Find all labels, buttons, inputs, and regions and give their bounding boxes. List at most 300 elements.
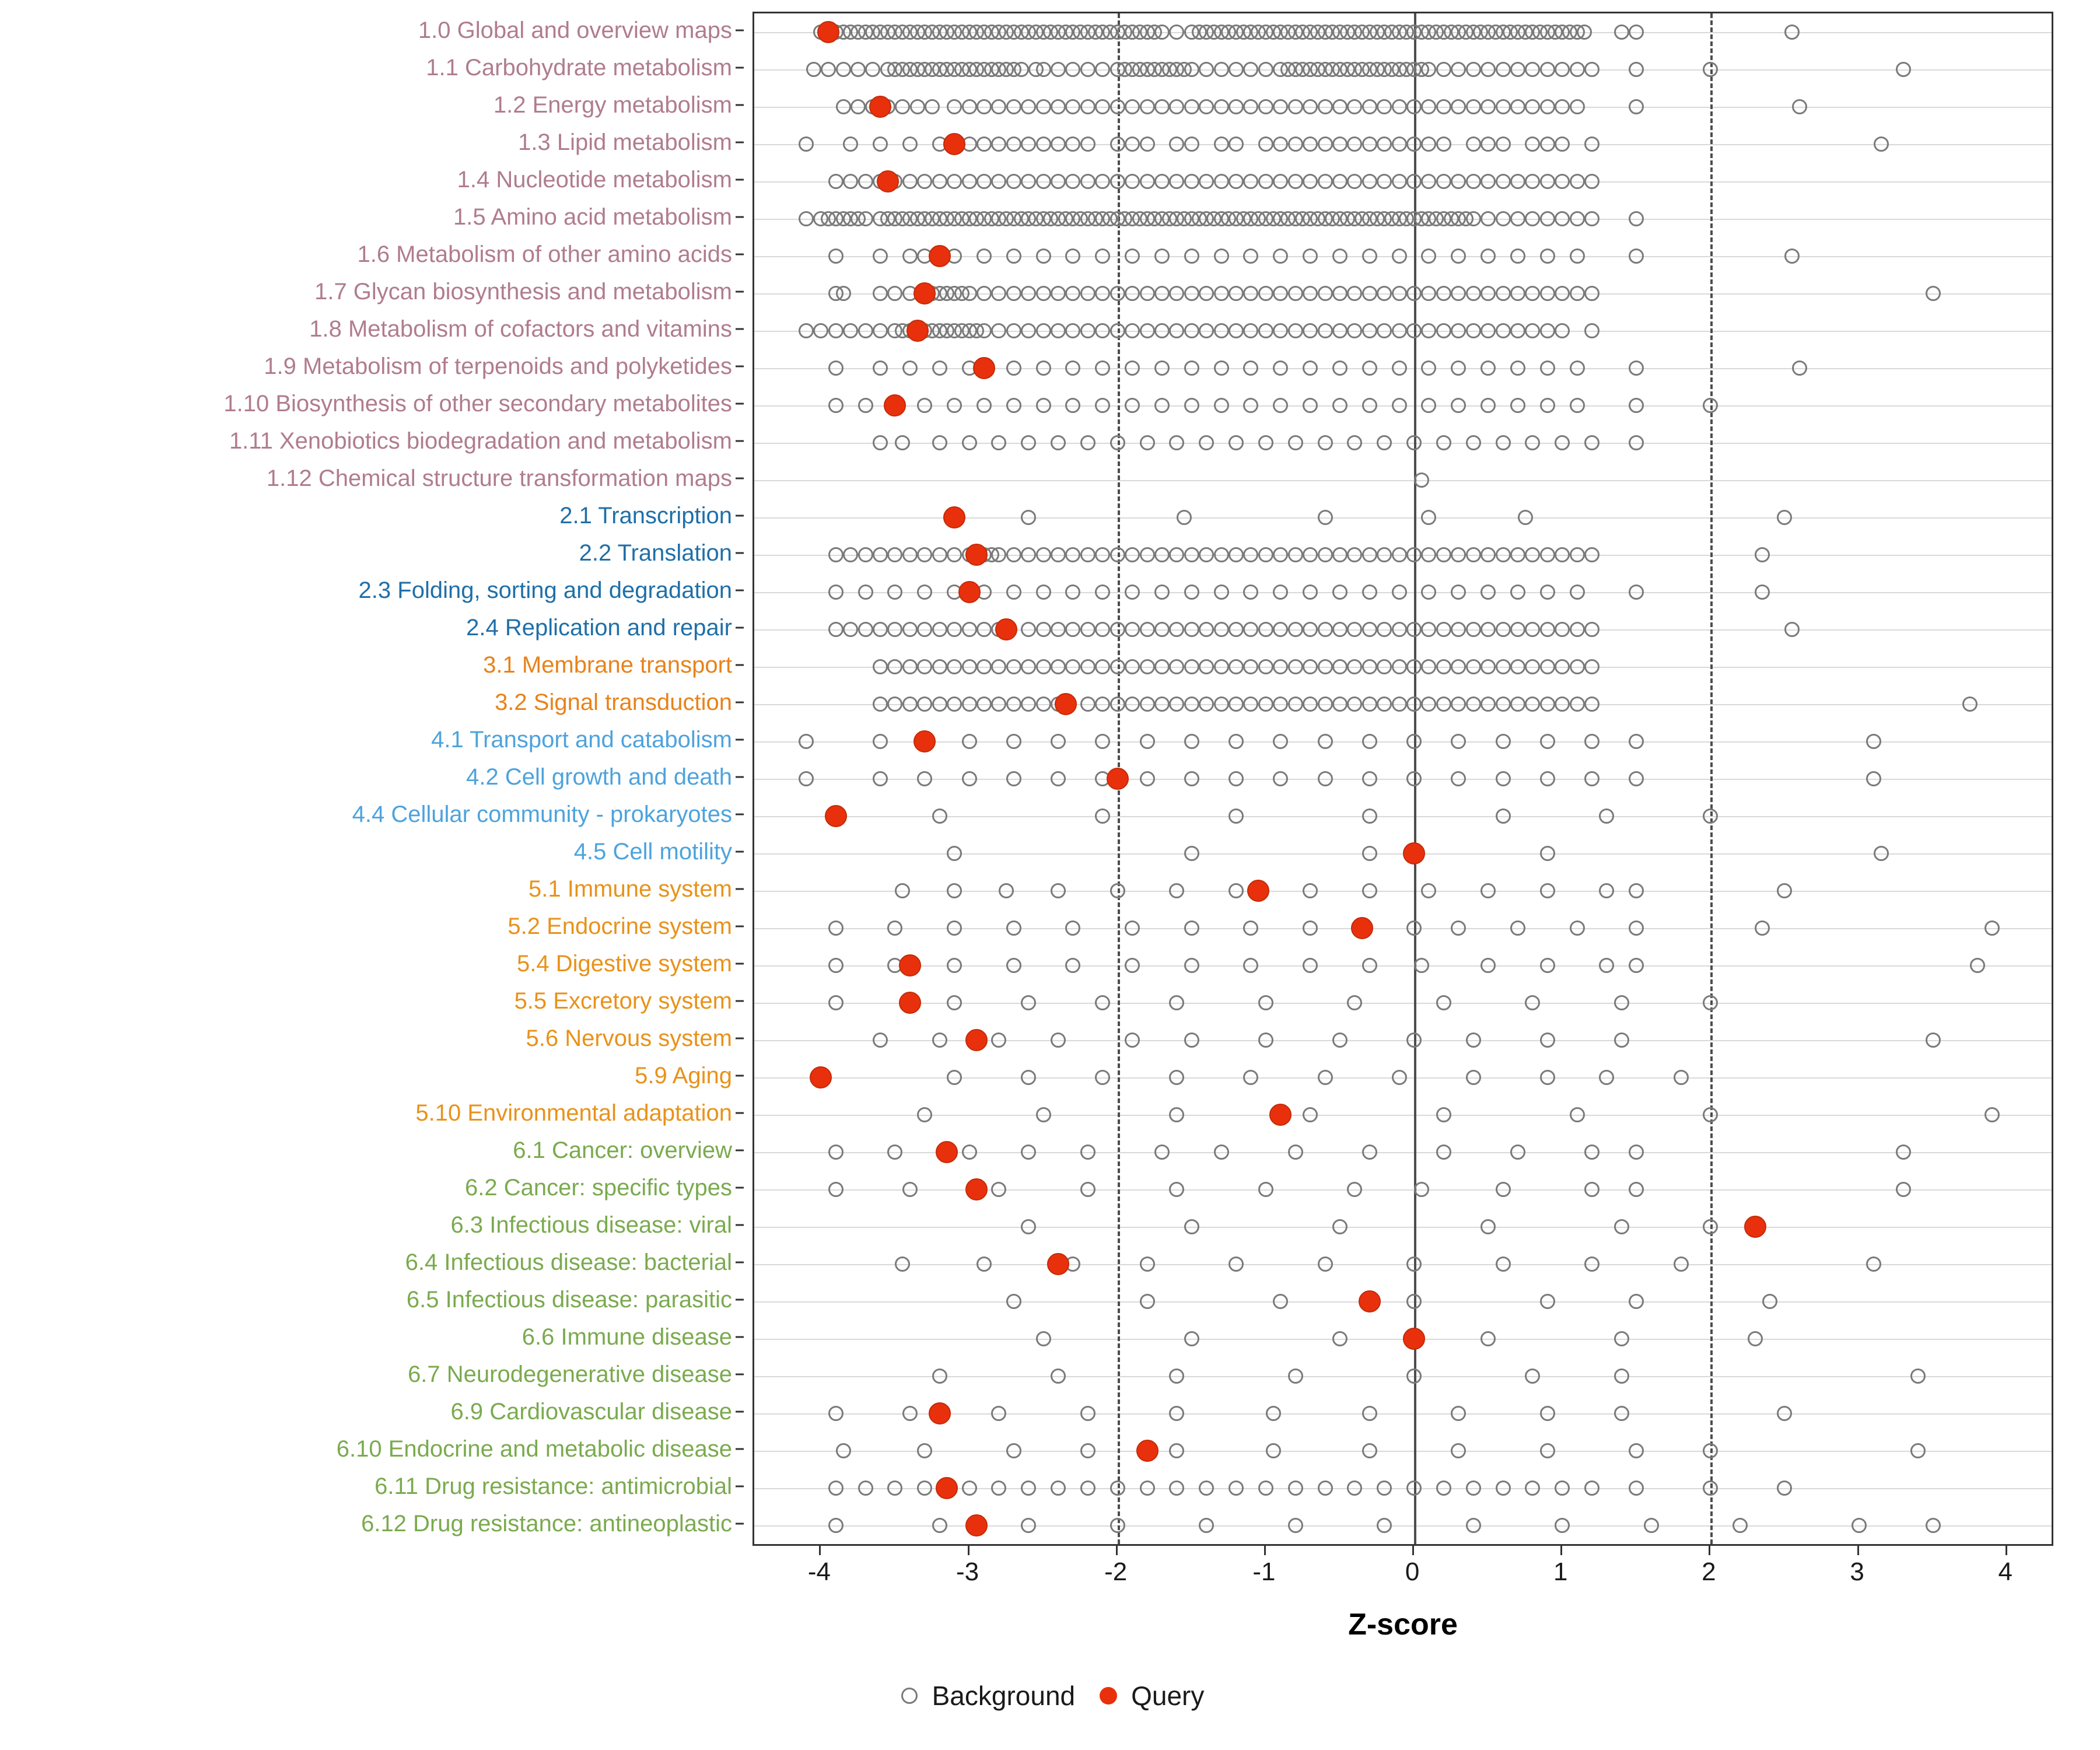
background-point <box>1125 286 1140 301</box>
background-point <box>1288 136 1303 152</box>
background-point <box>1065 99 1080 114</box>
x-axis-tick-mark <box>2006 1546 2007 1555</box>
background-point <box>1362 846 1377 861</box>
background-point <box>977 249 992 264</box>
background-point <box>1496 659 1511 674</box>
background-point <box>1570 659 1585 674</box>
background-point <box>1303 99 1318 114</box>
background-point <box>1169 696 1184 712</box>
background-point <box>1614 1406 1629 1421</box>
y-axis-tick-label: 4.2 Cell growth and death <box>466 764 732 790</box>
background-point <box>1577 24 1592 40</box>
background-point <box>917 696 932 712</box>
background-point <box>1184 1219 1199 1234</box>
query-point <box>1047 1253 1069 1275</box>
background-point <box>1525 99 1540 114</box>
grid-line <box>754 779 2052 780</box>
background-point <box>1436 1107 1451 1122</box>
background-point <box>1051 435 1066 450</box>
background-point <box>1243 958 1258 973</box>
background-point <box>1570 1107 1585 1122</box>
background-point <box>1036 659 1051 674</box>
background-point <box>1332 398 1348 413</box>
background-point <box>1540 1070 1555 1085</box>
background-point <box>1021 1219 1036 1234</box>
x-axis-title: Z-score <box>1348 1608 1458 1642</box>
background-point <box>1480 211 1496 226</box>
background-point <box>1214 1144 1229 1160</box>
background-point <box>806 62 821 77</box>
y-axis-tick-mark <box>736 142 744 144</box>
background-point <box>1228 696 1244 712</box>
background-point <box>1006 659 1021 674</box>
background-point <box>917 622 932 637</box>
background-point <box>1169 1406 1184 1421</box>
background-point <box>1228 286 1244 301</box>
query-point <box>1351 917 1373 939</box>
background-point <box>1926 286 1941 301</box>
background-point <box>1414 1182 1429 1197</box>
background-point <box>1006 696 1021 712</box>
background-point <box>1392 99 1407 114</box>
query-point <box>1107 768 1129 790</box>
y-axis-tick-mark <box>736 776 744 778</box>
background-point <box>858 398 873 413</box>
background-point <box>1110 99 1125 114</box>
background-point <box>1496 136 1511 152</box>
background-point <box>1392 249 1407 264</box>
background-point <box>1051 734 1066 749</box>
background-point <box>1110 883 1125 898</box>
background-point <box>1392 547 1407 562</box>
background-point <box>1496 1182 1511 1197</box>
y-axis-tick-label: 6.2 Cancer: specific types <box>465 1175 732 1200</box>
background-point <box>1184 846 1199 861</box>
background-point <box>1629 24 1644 40</box>
background-point <box>1406 286 1422 301</box>
background-point <box>1051 659 1066 674</box>
background-point <box>1080 435 1096 450</box>
background-point <box>1273 398 1288 413</box>
background-point <box>1125 249 1140 264</box>
background-point <box>813 323 828 338</box>
background-point <box>962 99 977 114</box>
query-point <box>817 21 839 43</box>
background-point <box>1584 174 1600 189</box>
background-point <box>1184 360 1199 376</box>
background-point <box>1748 1331 1763 1346</box>
background-point <box>1792 360 1807 376</box>
background-point <box>873 286 888 301</box>
background-point <box>1332 1032 1348 1048</box>
background-point <box>1036 1331 1051 1346</box>
background-point <box>1006 136 1021 152</box>
background-point <box>1214 174 1229 189</box>
background-point <box>1288 696 1303 712</box>
y-axis-tick-mark <box>736 1299 744 1301</box>
background-point <box>1421 136 1436 152</box>
background-point <box>1169 174 1184 189</box>
background-point <box>1184 1032 1199 1048</box>
background-point <box>1480 323 1496 338</box>
y-axis-tick-mark <box>736 552 744 554</box>
background-point <box>1866 1256 1881 1272</box>
background-point <box>1065 136 1080 152</box>
background-point <box>1318 1256 1333 1272</box>
background-point <box>1036 249 1051 264</box>
background-point <box>947 659 962 674</box>
background-point <box>1496 696 1511 712</box>
background-point <box>1036 174 1051 189</box>
query-point <box>965 1514 988 1536</box>
background-point <box>1540 249 1555 264</box>
background-point <box>1051 622 1066 637</box>
background-point <box>1406 771 1422 786</box>
background-point <box>1228 734 1244 749</box>
background-point <box>1421 398 1436 413</box>
background-point <box>873 1032 888 1048</box>
grid-line <box>754 1376 2052 1377</box>
background-point <box>947 958 962 973</box>
background-point <box>1629 1294 1644 1309</box>
background-point <box>1184 734 1199 749</box>
background-point <box>1436 995 1451 1010</box>
background-point <box>917 174 932 189</box>
y-axis-tick-label: 1.2 Energy metabolism <box>493 92 732 118</box>
background-point <box>1406 622 1422 637</box>
x-axis-tick-mark <box>968 1546 970 1555</box>
background-point <box>1406 435 1422 450</box>
background-point <box>1110 547 1125 562</box>
background-point <box>1466 1070 1481 1085</box>
background-point <box>1243 286 1258 301</box>
background-point <box>1614 24 1629 40</box>
background-point <box>1540 174 1555 189</box>
grid-line <box>754 1115 2052 1116</box>
background-point <box>1184 249 1199 264</box>
background-point <box>1140 1480 1155 1496</box>
background-point <box>1080 547 1096 562</box>
background-point <box>1095 622 1110 637</box>
background-point <box>1228 435 1244 450</box>
background-point <box>1080 174 1096 189</box>
background-point <box>887 1144 902 1160</box>
background-point <box>1006 547 1021 562</box>
background-point <box>1852 1518 1867 1533</box>
background-point <box>1480 883 1496 898</box>
background-point <box>1421 659 1436 674</box>
y-axis-tick-label: 6.5 Infectious disease: parasitic <box>406 1287 732 1312</box>
background-point <box>991 136 1006 152</box>
background-point <box>1570 360 1585 376</box>
query-point <box>1403 842 1425 864</box>
background-point <box>1184 286 1199 301</box>
background-point <box>977 174 992 189</box>
background-point <box>932 360 947 376</box>
background-point <box>1332 136 1348 152</box>
background-point <box>1169 883 1184 898</box>
background-point <box>1303 883 1318 898</box>
background-point <box>1540 547 1555 562</box>
background-point <box>887 584 902 600</box>
background-point <box>1273 547 1288 562</box>
background-point <box>1421 547 1436 562</box>
background-point <box>1451 360 1466 376</box>
background-point <box>1318 286 1333 301</box>
y-axis-tick-mark <box>736 1411 744 1413</box>
background-point <box>887 286 902 301</box>
background-point <box>1095 99 1110 114</box>
background-point <box>1555 99 1570 114</box>
x-axis-tick-label: 4 <box>1998 1558 2013 1586</box>
background-point <box>1570 547 1585 562</box>
background-point <box>917 398 932 413</box>
background-point <box>1362 734 1377 749</box>
background-point <box>858 211 873 226</box>
background-point <box>1318 435 1333 450</box>
background-point <box>947 622 962 637</box>
background-point <box>1036 99 1051 114</box>
y-axis-tick-mark <box>736 1150 744 1152</box>
background-point <box>1377 136 1392 152</box>
background-point <box>947 99 962 114</box>
background-point <box>873 659 888 674</box>
background-point <box>1199 435 1214 450</box>
x-axis-tick-label: -1 <box>1252 1558 1276 1586</box>
y-axis-tick-mark <box>736 1112 744 1114</box>
background-point <box>1496 1256 1511 1272</box>
background-point <box>1095 584 1110 600</box>
y-axis-tick-mark <box>736 1523 744 1525</box>
background-point <box>1214 323 1229 338</box>
background-point <box>1496 808 1511 824</box>
background-point <box>1377 696 1392 712</box>
background-point <box>1036 136 1051 152</box>
background-point <box>1480 136 1496 152</box>
background-point <box>1362 696 1377 712</box>
background-point <box>1480 547 1496 562</box>
background-point <box>1243 696 1258 712</box>
background-point <box>991 435 1006 450</box>
background-point <box>932 808 947 824</box>
background-point <box>873 622 888 637</box>
background-point <box>1421 249 1436 264</box>
background-point <box>828 584 844 600</box>
x-axis-tick-mark <box>819 1546 821 1555</box>
background-point <box>1466 435 1481 450</box>
background-point <box>910 99 925 114</box>
background-point <box>1466 136 1481 152</box>
background-point <box>1051 1480 1066 1496</box>
background-point <box>1065 286 1080 301</box>
background-point <box>962 174 977 189</box>
background-point <box>947 398 962 413</box>
y-axis-tick-label: 3.2 Signal transduction <box>495 690 732 715</box>
background-point <box>1228 547 1244 562</box>
background-point <box>1125 99 1140 114</box>
background-point <box>828 921 844 936</box>
background-point <box>843 622 858 637</box>
background-point <box>1051 1032 1066 1048</box>
background-point <box>873 771 888 786</box>
x-axis-tick-mark <box>1412 1546 1414 1555</box>
background-point <box>828 622 844 637</box>
background-point <box>1006 323 1021 338</box>
background-point <box>1125 921 1140 936</box>
background-point <box>1140 734 1155 749</box>
background-point <box>1140 286 1155 301</box>
background-point <box>1629 435 1644 450</box>
background-point <box>1258 1182 1273 1197</box>
background-point <box>1421 360 1436 376</box>
background-point <box>1555 1518 1570 1533</box>
background-point <box>1140 622 1155 637</box>
background-point <box>991 1406 1006 1421</box>
background-point <box>1466 1518 1481 1533</box>
background-point <box>1006 174 1021 189</box>
y-axis-tick-label: 1.3 Lipid metabolism <box>518 130 732 155</box>
background-point <box>1377 99 1392 114</box>
background-point <box>1496 622 1511 637</box>
background-point <box>1273 584 1288 600</box>
background-point <box>1169 659 1184 674</box>
background-point <box>1228 136 1244 152</box>
background-point <box>1080 1182 1096 1197</box>
background-point <box>1570 584 1585 600</box>
background-point <box>1451 659 1466 674</box>
background-point <box>1451 547 1466 562</box>
background-point <box>1540 136 1555 152</box>
background-point <box>1480 99 1496 114</box>
background-point <box>1451 174 1466 189</box>
background-point <box>1258 286 1273 301</box>
background-point <box>1125 398 1140 413</box>
background-point <box>1288 1480 1303 1496</box>
background-point <box>1258 995 1273 1010</box>
background-point <box>1288 1518 1303 1533</box>
background-point <box>1288 435 1303 450</box>
background-point <box>1451 696 1466 712</box>
background-point <box>1154 1144 1170 1160</box>
background-point <box>873 734 888 749</box>
background-point <box>947 995 962 1010</box>
background-point <box>1629 1144 1644 1160</box>
background-point <box>1243 921 1258 936</box>
y-axis-tick-mark <box>736 851 744 853</box>
background-point <box>1065 584 1080 600</box>
background-point <box>1199 174 1214 189</box>
background-point <box>1525 1368 1540 1384</box>
background-point <box>843 136 858 152</box>
background-point <box>1406 734 1422 749</box>
background-point <box>1140 435 1155 450</box>
background-point <box>1614 1368 1629 1384</box>
background-point <box>1273 136 1288 152</box>
background-point <box>1421 99 1436 114</box>
background-point <box>1332 360 1348 376</box>
query-point <box>877 170 899 192</box>
background-point <box>1480 1331 1496 1346</box>
background-point <box>1258 622 1273 637</box>
y-axis-tick-mark <box>736 30 744 32</box>
y-axis-labels <box>0 12 744 1546</box>
background-point <box>1021 136 1036 152</box>
background-point <box>947 883 962 898</box>
background-point <box>1703 1480 1718 1496</box>
background-point <box>1243 249 1258 264</box>
background-point <box>1006 249 1021 264</box>
background-point <box>1540 958 1555 973</box>
background-point <box>1362 398 1377 413</box>
background-point <box>1466 62 1481 77</box>
background-point <box>1540 398 1555 413</box>
background-point <box>991 323 1006 338</box>
background-point <box>828 1144 844 1160</box>
background-point <box>1006 398 1021 413</box>
background-point <box>1140 659 1155 674</box>
query-point <box>965 1178 988 1200</box>
background-point <box>1065 62 1080 77</box>
background-point <box>1095 249 1110 264</box>
y-axis-tick-mark <box>736 814 744 816</box>
background-point <box>1466 1480 1481 1496</box>
background-point <box>1451 921 1466 936</box>
background-point <box>1065 958 1080 973</box>
background-point <box>932 622 947 637</box>
background-point <box>917 771 932 786</box>
background-point <box>1214 99 1229 114</box>
background-point <box>902 360 918 376</box>
background-point <box>1866 734 1881 749</box>
background-point <box>1125 323 1140 338</box>
background-point <box>1014 62 1029 77</box>
background-point <box>1518 510 1533 525</box>
y-axis-tick-label: 6.7 Neurodegenerative disease <box>408 1362 732 1387</box>
background-point <box>1703 1443 1718 1458</box>
background-point <box>1466 99 1481 114</box>
background-point <box>1362 1406 1377 1421</box>
background-point <box>1184 62 1199 77</box>
background-point <box>1599 1070 1614 1085</box>
background-point <box>1451 771 1466 786</box>
background-point <box>1214 547 1229 562</box>
background-point <box>1154 398 1170 413</box>
background-marker-icon <box>896 1682 923 1709</box>
background-point <box>1496 547 1511 562</box>
background-point <box>1243 323 1258 338</box>
y-axis-tick-mark <box>736 1187 744 1189</box>
background-point <box>1421 174 1436 189</box>
background-point <box>1273 323 1288 338</box>
background-point <box>1318 323 1333 338</box>
background-point <box>1318 1070 1333 1085</box>
background-point <box>828 323 844 338</box>
background-point <box>1755 921 1770 936</box>
background-point <box>1451 1443 1466 1458</box>
background-point <box>1525 1480 1540 1496</box>
background-point <box>1318 771 1333 786</box>
background-point <box>1755 547 1770 562</box>
background-point <box>1273 622 1288 637</box>
background-point <box>1584 1182 1600 1197</box>
background-point <box>1451 99 1466 114</box>
background-point <box>1540 99 1555 114</box>
background-point <box>1051 547 1066 562</box>
background-point <box>1510 398 1525 413</box>
background-point <box>1065 398 1080 413</box>
y-axis-tick-mark <box>736 1374 744 1376</box>
background-point <box>991 547 1006 562</box>
